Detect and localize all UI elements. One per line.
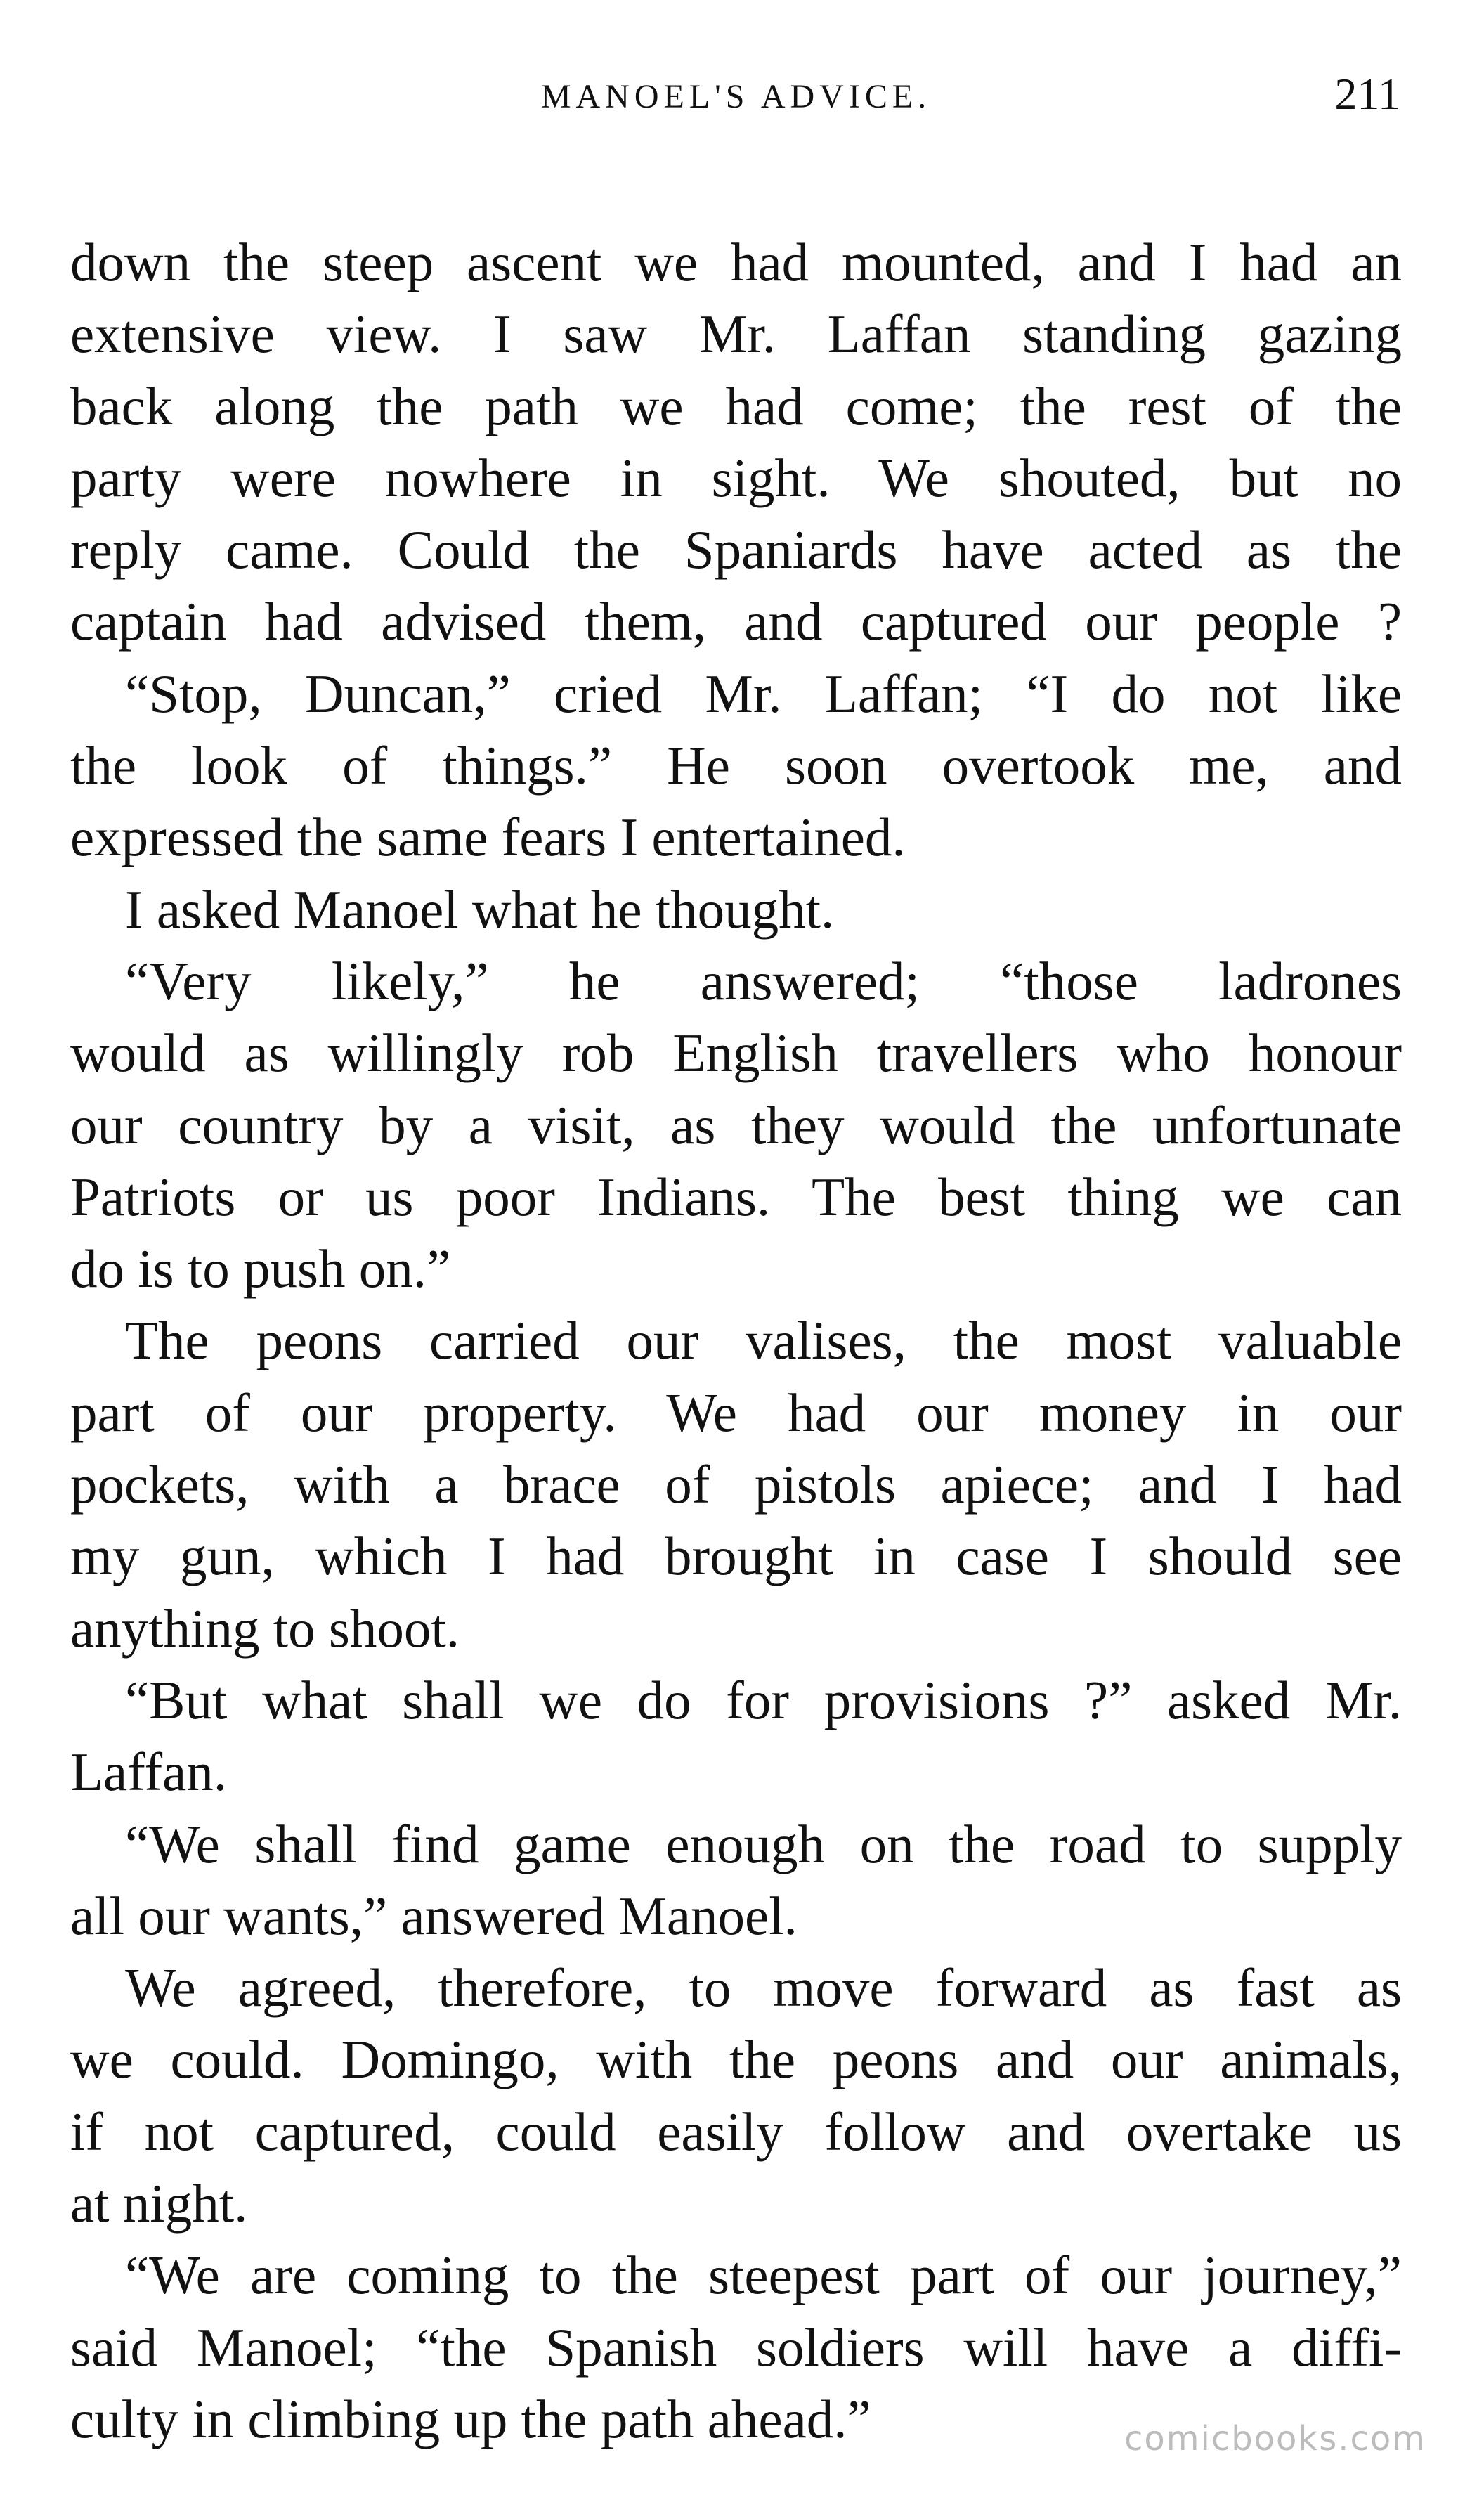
text-line: at night. xyxy=(70,2173,248,2234)
text-line: we could. Domingo, with the peons and our animals, xyxy=(70,2029,1402,2090)
watermark: comicbooks.com xyxy=(1124,2419,1426,2458)
text-line: my gun, which I had brought in case I should see xyxy=(70,1526,1402,1587)
text-line: “We shall find game enough on the road to supply xyxy=(125,1813,1402,1874)
text-line: part of our property. We had our money in our xyxy=(70,1382,1402,1443)
text-line: expressed the same fears I entertained. xyxy=(70,807,906,868)
paragraph xyxy=(70,1952,1402,2239)
text-line: the look of things.” He soon overtook me, and xyxy=(70,735,1402,796)
text-line: “But what shall we do for provisions ?” asked Mr. xyxy=(125,1669,1402,1730)
page-number: 211 xyxy=(1334,69,1400,119)
text-line: anything to shoot. xyxy=(70,1597,460,1659)
text-line: do is to push on.” xyxy=(70,1238,451,1299)
text-line: I asked Manoel what he thought. xyxy=(125,879,835,940)
text-line: Patriots or us poor Indians. The best thing we can xyxy=(70,1166,1402,1227)
text-line: culty in climbing up the path ahead.” xyxy=(70,2388,871,2449)
text-line: said Manoel; “the Spanish soldiers will have a diffi- xyxy=(70,2316,1402,2378)
paragraph xyxy=(70,1664,1402,1808)
text-line: “Very likely,” he answered; “those ladrones xyxy=(125,950,1402,1011)
running-head xyxy=(70,56,1402,124)
text-line: back along the path we had come; the rest of the xyxy=(70,375,1402,436)
body-text xyxy=(70,226,1402,2455)
paragraph xyxy=(70,874,1402,945)
text-line: our country by a visit, as they would the unfortunate xyxy=(70,1094,1402,1155)
text-line: “We are coming to the steepest part of our journey,” xyxy=(125,2245,1402,2306)
paragraph xyxy=(70,1304,1402,1664)
text-line: if not captured, could easily follow and overtake us xyxy=(70,2101,1402,2162)
text-line: party were nowhere in sight. We shouted, but no xyxy=(70,447,1402,508)
paragraph xyxy=(70,1808,1402,1952)
text-line: The peons carried our valises, the most valuable xyxy=(125,1310,1402,1371)
text-line: all our wants,” answered Manoel. xyxy=(70,1885,798,1946)
text-line: “Stop, Duncan,” cried Mr. Laffan; “I do not like xyxy=(125,663,1402,724)
text-line: pockets, with a brace of pistols apiece; and I had xyxy=(70,1454,1402,1515)
book-page xyxy=(70,56,1402,2455)
text-line: captain had advised them, and captured our people ? xyxy=(70,591,1402,652)
text-line: reply came. Could the Spaniards have acted as the xyxy=(70,519,1402,581)
paragraph xyxy=(70,945,1402,1304)
running-title: MANOEL'S ADVICE. xyxy=(540,78,932,115)
paragraph xyxy=(70,226,1402,658)
paragraph xyxy=(70,658,1402,874)
text-line: down the steep ascent we had mounted, and I had an xyxy=(70,232,1402,292)
text-line: would as willingly rob English travellers who honour xyxy=(70,1023,1402,1084)
text-line: We agreed, therefore, to move forward as fast as xyxy=(125,1957,1402,2018)
text-line: extensive view. I saw Mr. Laffan standing gazing xyxy=(70,304,1402,365)
text-line: Laffan. xyxy=(70,1742,228,1803)
